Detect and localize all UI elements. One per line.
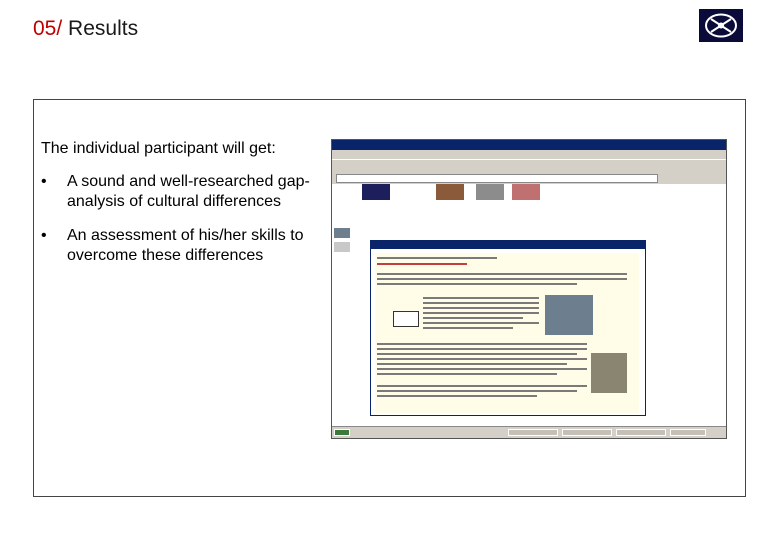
text-line bbox=[377, 353, 577, 355]
photo-image bbox=[545, 295, 593, 335]
text-line bbox=[377, 283, 577, 285]
popup-body bbox=[375, 253, 639, 413]
header-tile bbox=[476, 184, 504, 200]
text-line bbox=[377, 373, 557, 375]
text-line bbox=[423, 327, 513, 329]
badge-image bbox=[393, 311, 419, 327]
text-line bbox=[377, 395, 537, 397]
start-button bbox=[334, 429, 350, 436]
slide-title bbox=[33, 17, 138, 41]
text-line bbox=[377, 358, 587, 360]
browser-menu-bar bbox=[332, 150, 726, 159]
browser-address-bar bbox=[332, 174, 726, 184]
slide-title-text: Results bbox=[68, 17, 139, 40]
taskbar-item bbox=[616, 429, 666, 436]
group-photo-image bbox=[591, 353, 627, 393]
browser-page bbox=[332, 184, 726, 428]
text-line bbox=[377, 273, 627, 275]
sidebar-block bbox=[334, 242, 350, 252]
slide-number: 05/ bbox=[33, 17, 63, 40]
sidebar-block bbox=[334, 228, 350, 238]
text-line bbox=[377, 343, 587, 345]
address-field bbox=[336, 174, 658, 183]
text-line bbox=[377, 368, 587, 370]
browser-title-bar bbox=[332, 140, 726, 150]
bullet-list bbox=[41, 172, 321, 280]
text-line bbox=[377, 278, 627, 280]
bullet-dot: • bbox=[41, 227, 47, 244]
header-tile bbox=[512, 184, 540, 200]
text-line bbox=[423, 322, 539, 324]
bullet-text: A sound and well-researched gap-analysis of cultural differences bbox=[67, 173, 310, 210]
text-line bbox=[377, 385, 587, 387]
text-line bbox=[377, 263, 467, 265]
text-line bbox=[423, 312, 539, 314]
text-line bbox=[423, 302, 539, 304]
text-line bbox=[377, 363, 567, 365]
text-line bbox=[423, 307, 539, 309]
popup-title-bar bbox=[371, 241, 645, 249]
taskbar-item bbox=[562, 429, 612, 436]
bullet-item bbox=[41, 226, 321, 266]
header-tile bbox=[436, 184, 464, 200]
text-line bbox=[423, 297, 539, 299]
bullet-text: An assessment of his/her skills to overcome these differences bbox=[67, 227, 304, 264]
popup-window bbox=[370, 240, 646, 416]
text-line bbox=[377, 390, 577, 392]
text-line bbox=[377, 257, 497, 259]
bullet-dot: • bbox=[41, 173, 47, 190]
text-line bbox=[377, 348, 587, 350]
header-tile bbox=[362, 184, 390, 200]
intro-text: The individual participant will get: bbox=[41, 140, 276, 157]
browser-screenshot bbox=[331, 139, 727, 439]
text-line bbox=[423, 317, 523, 319]
bullet-item bbox=[41, 172, 321, 212]
taskbar bbox=[332, 426, 726, 438]
logo bbox=[699, 9, 743, 42]
taskbar-item bbox=[508, 429, 558, 436]
browser-toolbar bbox=[332, 159, 726, 174]
taskbar-item bbox=[670, 429, 706, 436]
